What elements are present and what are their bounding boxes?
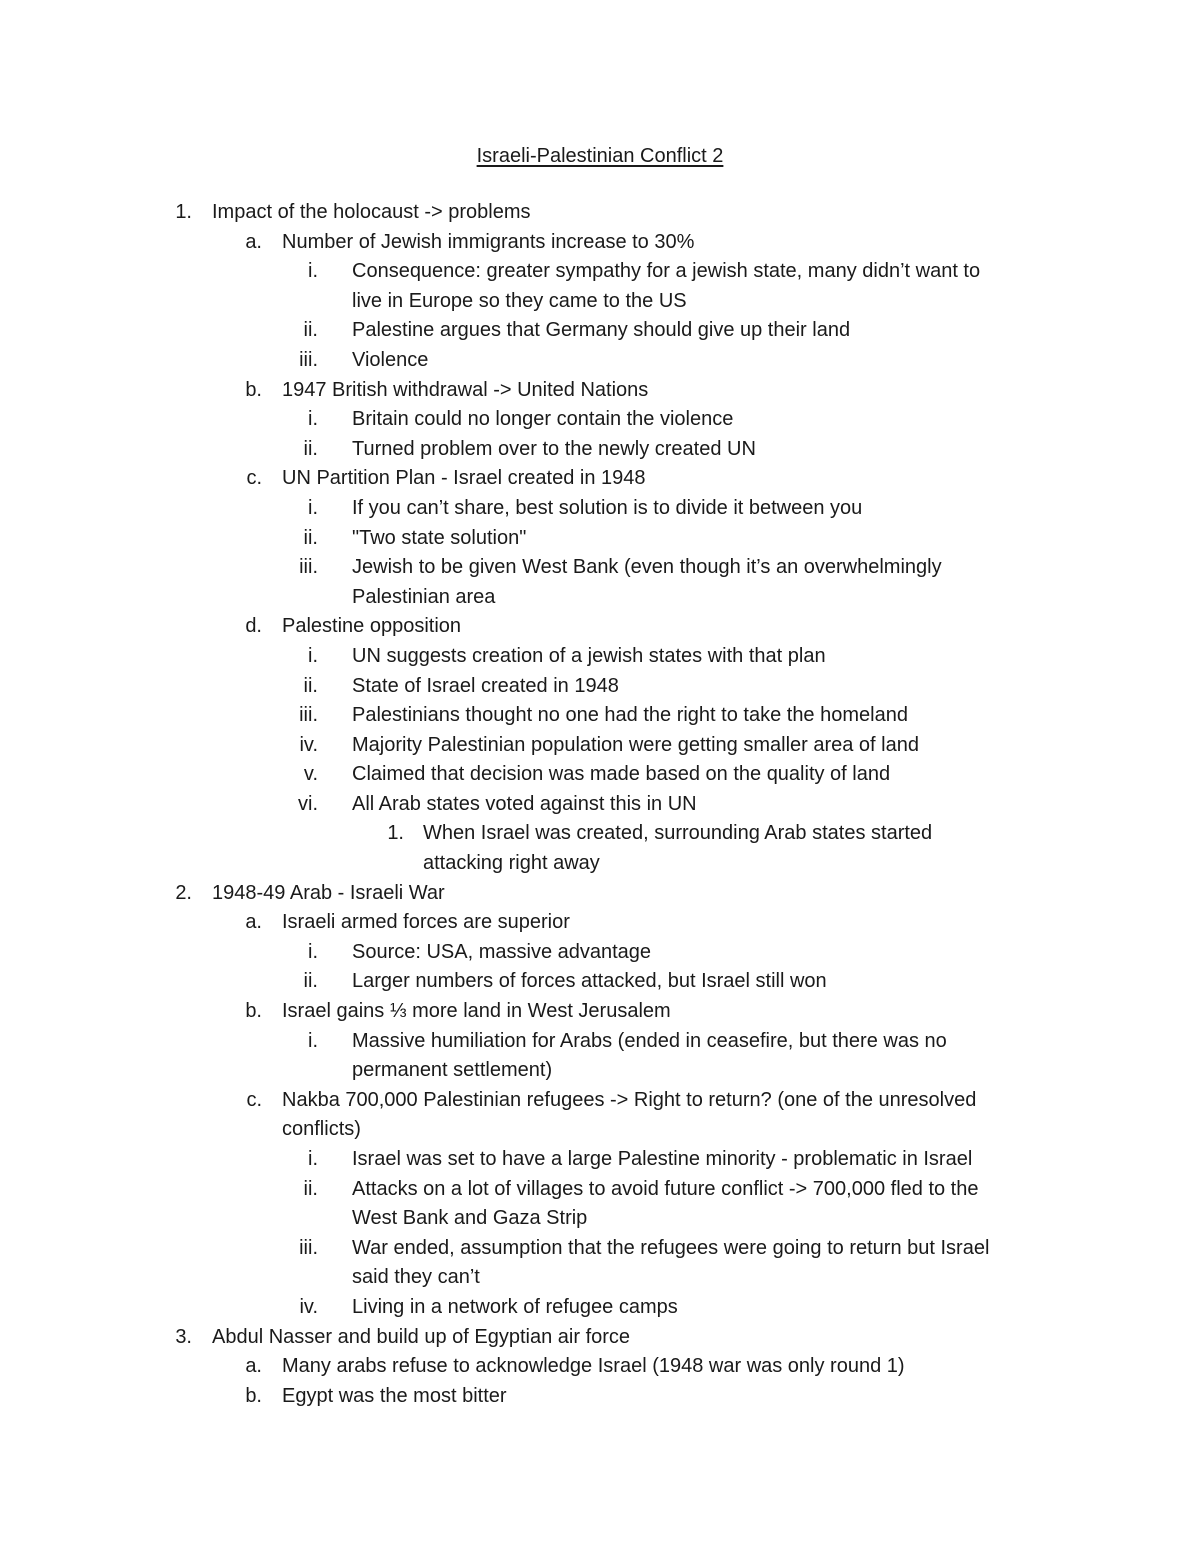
document-title: Israeli-Palestinian Conflict 2 — [476, 145, 724, 167]
list-item-text: UN Partition Plan - Israel created in 1948 — [282, 467, 646, 490]
list-item-text: Number of Jewish immigrants increase to 30% — [282, 230, 695, 253]
list-item-text: Palestinians thought no one had the right to take the homeland — [352, 704, 908, 727]
list-marker: iii. — [299, 348, 318, 371]
list-item-text: Jewish to be given West Bank (even though it’s an overwhelmingly — [352, 556, 942, 579]
list-item-text: live in Europe so they came to the US — [352, 289, 687, 312]
list-marker: ii. — [303, 1177, 318, 1200]
outline-item-level-3 — [0, 524, 1200, 554]
list-item-text: Massive humiliation for Arabs (ended in ceasefire, but there was no — [352, 1029, 947, 1052]
list-item-text: Abdul Nasser and build up of Egyptian air force — [212, 1325, 631, 1348]
outline-item-level-3 — [0, 1145, 1200, 1175]
list-marker: ii. — [303, 674, 318, 697]
list-item-text: conflicts) — [282, 1118, 361, 1141]
outline-item-continuation — [0, 287, 1200, 317]
list-item-text: Israel gains ⅓ more land in West Jerusalem — [282, 1000, 671, 1023]
list-item-text: Palestinian area — [352, 585, 496, 608]
list-marker: b. — [245, 1384, 262, 1407]
outline-item-level-2 — [0, 464, 1200, 494]
outline-item-level-3 — [0, 938, 1200, 968]
outline-item-continuation — [0, 1263, 1200, 1293]
list-item-text: 1948-49 Arab - Israeli War — [212, 881, 445, 904]
list-marker: c. — [246, 467, 262, 490]
list-marker: 1. — [387, 822, 404, 845]
list-item-text: said they can’t — [352, 1266, 480, 1289]
outline-item-level-3 — [0, 1027, 1200, 1057]
list-item-text: "Two state solution" — [352, 526, 527, 549]
outline-item-level-2 — [0, 997, 1200, 1027]
outline-item-level-3 — [0, 553, 1200, 583]
list-marker: ii. — [303, 970, 318, 993]
list-item-text: Source: USA, massive advantage — [352, 940, 652, 963]
list-item-text: UN suggests creation of a jewish states with that plan — [352, 644, 826, 667]
outline-item-level-3 — [0, 346, 1200, 376]
list-marker: 3. — [175, 1325, 192, 1348]
outline-item-level-3 — [0, 642, 1200, 672]
list-item-text: Living in a network of refugee camps — [352, 1295, 678, 1318]
list-item-text: Palestine opposition — [282, 615, 462, 638]
list-marker: i. — [308, 496, 318, 519]
list-item-text: Larger numbers of forces attacked, but Israel still won — [352, 970, 827, 993]
list-item-text: permanent settlement) — [352, 1059, 553, 1082]
outline-item-level-4 — [0, 819, 1200, 849]
outline-item-continuation — [0, 1204, 1200, 1234]
list-marker: i. — [308, 644, 318, 667]
outline-item-level-2 — [0, 908, 1200, 938]
outline-item-level-2 — [0, 1086, 1200, 1116]
list-marker: d. — [245, 615, 262, 638]
list-item-text: Many arabs refuse to acknowledge Israel (1948 war was only round 1) — [282, 1355, 905, 1378]
outline-item-level-3 — [0, 435, 1200, 465]
list-item-text: War ended, assumption that the refugees were going to return but Israel — [352, 1236, 990, 1259]
list-marker: iii. — [299, 556, 318, 579]
list-marker: iii. — [299, 704, 318, 727]
list-item-text: All Arab states voted against this in UN — [352, 792, 697, 815]
list-item-text: Impact of the holocaust -> problems — [212, 201, 531, 223]
list-marker: b. — [245, 378, 262, 401]
list-marker: 1. — [175, 201, 192, 223]
list-item-text: State of Israel created in 1948 — [352, 674, 619, 697]
outline-item-level-3 — [0, 701, 1200, 731]
list-item-text: West Bank and Gaza Strip — [352, 1207, 588, 1230]
outline-item-continuation — [0, 583, 1200, 613]
list-marker: i. — [308, 260, 318, 283]
outline-item-level-2 — [0, 376, 1200, 406]
list-marker: ii. — [303, 526, 318, 549]
list-marker: iv. — [299, 733, 318, 756]
list-marker: iv. — [299, 1295, 318, 1318]
outline-item-level-3 — [0, 494, 1200, 524]
outline-item-continuation — [0, 1056, 1200, 1086]
outline-item-level-3 — [0, 1293, 1200, 1323]
outline-item-level-1 — [0, 879, 1200, 909]
list-item-text: 1947 British withdrawal -> United Nations — [282, 378, 649, 401]
list-marker: iii. — [299, 1236, 318, 1259]
list-item-text: Turned problem over to the newly created UN — [352, 437, 756, 460]
list-item-text: When Israel was created, surrounding Arab states started — [423, 822, 933, 845]
list-item-text: Egypt was the most bitter — [282, 1384, 507, 1407]
list-item-text: Israel was set to have a large Palestine minority - problematic in Israel — [352, 1148, 973, 1170]
list-item-text: Britain could no longer contain the violence — [352, 408, 734, 431]
list-item-text: Violence — [352, 348, 429, 371]
outline-item-level-2 — [0, 1352, 1200, 1382]
outline-item-level-3 — [0, 672, 1200, 702]
outline-list — [0, 198, 1200, 1411]
outline-item-level-3 — [0, 760, 1200, 790]
list-marker: a. — [245, 230, 262, 253]
list-marker: a. — [245, 911, 262, 934]
list-marker: b. — [245, 1000, 262, 1023]
outline-item-level-2 — [0, 612, 1200, 642]
outline-item-continuation — [0, 1115, 1200, 1145]
list-marker: a. — [245, 1355, 262, 1378]
outline-item-level-3 — [0, 257, 1200, 287]
list-item-text: If you can’t share, best solution is to divide it between you — [352, 496, 863, 519]
list-marker: i. — [308, 940, 318, 963]
outline-item-level-3 — [0, 316, 1200, 346]
list-item-text: Majority Palestinian population were getting smaller area of land — [352, 733, 919, 756]
outline-item-level-3 — [0, 405, 1200, 435]
list-marker: i. — [308, 1148, 318, 1170]
outline-item-level-3 — [0, 790, 1200, 820]
list-marker: ii. — [303, 437, 318, 460]
outline-item-continuation — [0, 849, 1200, 879]
outline-item-level-3 — [0, 731, 1200, 761]
outline-item-level-2 — [0, 1382, 1200, 1412]
list-marker: 2. — [175, 881, 192, 904]
list-item-text: attacking right away — [423, 852, 600, 875]
list-item-text: Claimed that decision was made based on the quality of land — [352, 763, 891, 786]
list-item-text: Israeli armed forces are superior — [282, 911, 570, 934]
outline-item-level-3 — [0, 967, 1200, 997]
outline-item-level-2 — [0, 228, 1200, 258]
list-item-text: Consequence: greater sympathy for a jewish state, many didn’t want to — [352, 260, 981, 283]
outline-item-level-1 — [0, 198, 1200, 228]
list-marker: c. — [246, 1088, 262, 1111]
list-marker: i. — [308, 408, 318, 431]
list-marker: vi. — [298, 792, 318, 815]
list-marker: i. — [308, 1029, 318, 1052]
outline-item-level-3 — [0, 1234, 1200, 1264]
list-item-text: Palestine argues that Germany should give up their land — [352, 319, 851, 342]
outline-item-level-1 — [0, 1323, 1200, 1353]
outline-item-level-3 — [0, 1175, 1200, 1205]
list-item-text: Nakba 700,000 Palestinian refugees -> Right to return? (one of the unresolved — [282, 1088, 977, 1111]
list-marker: v. — [303, 763, 318, 786]
list-marker: ii. — [303, 319, 318, 342]
list-item-text: Attacks on a lot of villages to avoid future conflict -> 700,000 fled to the — [352, 1177, 979, 1200]
